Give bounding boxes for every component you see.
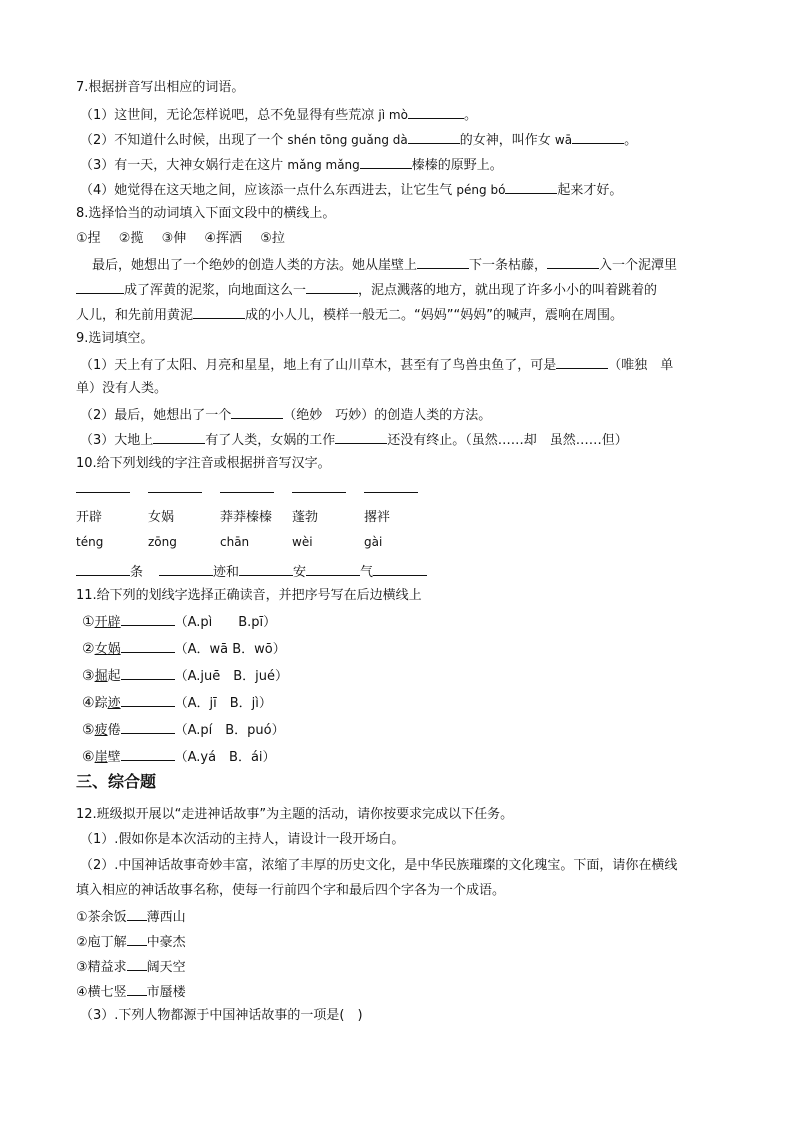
- word: 撂袢: [364, 510, 391, 525]
- q10-title: 10.给下列划线的字注音或根据拼音写汉字。: [76, 456, 331, 471]
- q8-title: 8.选择恰当的动词填入下面文段中的横线上。: [76, 206, 336, 221]
- q7-title: 7.根据拼音写出相应的词语。: [76, 80, 245, 95]
- word: 开辟: [76, 510, 103, 525]
- answer-blank[interactable]: [220, 492, 274, 493]
- answer-blank[interactable]: [335, 429, 387, 444]
- section-heading: 三、综合题: [76, 772, 157, 791]
- idiom-row: ③精益求 阔天空: [76, 956, 186, 978]
- answer-blank[interactable]: [121, 611, 175, 626]
- q11-item: ①开辟 （A.pì B.pī）: [82, 611, 276, 633]
- answer-blank[interactable]: [193, 304, 245, 319]
- answer-blank[interactable]: [505, 179, 557, 194]
- q11-item: ④踪迹 （A．jī B．jì）: [82, 692, 272, 714]
- q12-sub-3: （3）.下列人物都源于中国神话故事的一项是( ): [80, 1008, 363, 1023]
- pinyin: zōng: [148, 535, 177, 549]
- answer-blank[interactable]: [121, 719, 175, 734]
- option: ⑤拉: [260, 231, 285, 246]
- answer-blank[interactable]: [417, 254, 469, 269]
- word: 蓬勃: [292, 510, 319, 525]
- q9-line-2: （2）最后，她想出了一个 （绝妙 巧妙）的创造人类的方法。: [80, 404, 491, 426]
- q9-line-3: （3）大地上 有了人类，女娲的工作 还没有终止。（虽然……却 虽然……但）: [80, 429, 628, 451]
- q11-item: ③掘起 （A.juē B．jué）: [82, 665, 288, 687]
- answer-blank[interactable]: [292, 492, 346, 493]
- q8-paragraph-3: 人儿，和先前用黄泥 成的小人儿，模样一般无二。“妈妈”“妈妈”的喊声，震响在周围。: [76, 304, 623, 326]
- answer-blank[interactable]: [373, 561, 427, 576]
- word: 莽莽榛榛: [220, 510, 273, 525]
- answer-blank[interactable]: [153, 429, 205, 444]
- answer-blank[interactable]: [408, 129, 460, 144]
- answer-blank[interactable]: [306, 279, 358, 294]
- q11-item: ⑥崖壁 （A.yá B．ái）: [82, 746, 276, 768]
- answer-blank[interactable]: [408, 104, 464, 119]
- pinyin: téng: [76, 535, 104, 549]
- answer-blank[interactable]: [547, 254, 599, 269]
- idiom-row: ②庖丁解 中豪杰: [76, 931, 186, 953]
- q12-sub-2b: 填入相应的神话故事名称，使每一行前四个字和最后四个字各为一个成语。: [76, 883, 506, 898]
- option: ④挥洒: [204, 231, 243, 246]
- idiom-row: ①茶余饭 薄西山: [76, 906, 186, 928]
- pinyin: gài: [364, 535, 383, 549]
- q8-paragraph-2: 成了浑黄的泥浆，向地面这么一 ，泥点溅落的地方，就出现了许多小小的叫着跳着的: [76, 279, 657, 301]
- pinyin: chān: [220, 535, 250, 549]
- pinyin: wèi: [292, 535, 313, 549]
- q9-line-1: （1）天上有了太阳、月亮和星星，地上有了山川草木，甚至有了鸟兽虫鱼了，可是 （唯独 单: [80, 354, 673, 376]
- q7-line-1: （1）这世间，无论怎样说吧，总不免显得有些荒凉 jì mò 。: [80, 104, 477, 126]
- answer-blank[interactable]: [239, 561, 293, 576]
- answer-blank[interactable]: [127, 981, 147, 996]
- answer-blank[interactable]: [76, 561, 130, 576]
- q11-item: ②女娲 （A．wā B．wō）: [82, 638, 286, 660]
- answer-blank[interactable]: [121, 665, 175, 680]
- q12-title: 12.班级拟开展以“走进神话故事”为主题的活动，请你按要求完成以下任务。: [76, 807, 514, 822]
- answer-blank[interactable]: [127, 931, 147, 946]
- q7-line-4: （4）她觉得在这天地之间，应该添一点什么东西进去，让它生气 péng bó 起来才好。: [80, 179, 622, 201]
- answer-blank[interactable]: [148, 492, 202, 493]
- q9-line-1b: 单）没有人类。: [76, 381, 168, 396]
- answer-blank[interactable]: [556, 354, 608, 369]
- answer-blank[interactable]: [76, 279, 124, 294]
- q12-sub-1: （1）.假如你是本次活动的主持人，请设计一段开场白。: [80, 832, 405, 847]
- q9-title: 9.选词填空。: [76, 331, 154, 346]
- answer-blank[interactable]: [364, 492, 418, 493]
- option: ②揽: [118, 231, 144, 246]
- answer-blank[interactable]: [360, 154, 412, 169]
- q11-title: 11.给下列的划线字选择正确读音，并把序号写在后边横线上: [76, 588, 422, 603]
- word: 女娲: [148, 510, 175, 525]
- q8-options: [76, 229, 299, 249]
- answer-blank[interactable]: [231, 404, 283, 419]
- q7-line-2: （2）不知道什么时候，出现了一个 shén tōng guǎng dà 的女神，叫作女 wā 。: [80, 129, 637, 151]
- q8-paragraph-1: 最后，她想出了一个绝妙的创造人类的方法。她从崖壁上 下一条枯藤， 入一个泥潭里: [92, 254, 677, 276]
- answer-blank[interactable]: [159, 561, 213, 576]
- q11-item: ⑤疲倦 （A.pí B．puó）: [82, 719, 285, 741]
- answer-blank[interactable]: [76, 492, 130, 493]
- answer-blank[interactable]: [572, 129, 624, 144]
- q7-line-3: （3）有一天，大神女娲行走在这片 mǎng mǎng 榛榛的原野上。: [80, 154, 503, 176]
- q12-sub-2a: （2）.中国神话故事奇妙丰富，浓缩了丰厚的历史文化，是中华民族璀璨的文化瑰宝。下面，请你在横线: [80, 858, 678, 873]
- answer-blank[interactable]: [127, 906, 147, 921]
- answer-blank[interactable]: [127, 956, 147, 971]
- answer-blank[interactable]: [306, 561, 360, 576]
- q10-fill-row: 条 迹和 安 气: [76, 561, 427, 583]
- answer-blank[interactable]: [121, 692, 175, 707]
- option: ③伸: [161, 231, 187, 246]
- idiom-row: ④横七竖 市蜃楼: [76, 981, 186, 1003]
- answer-blank[interactable]: [121, 746, 175, 761]
- answer-blank[interactable]: [121, 638, 175, 653]
- option: ①捏: [76, 231, 101, 246]
